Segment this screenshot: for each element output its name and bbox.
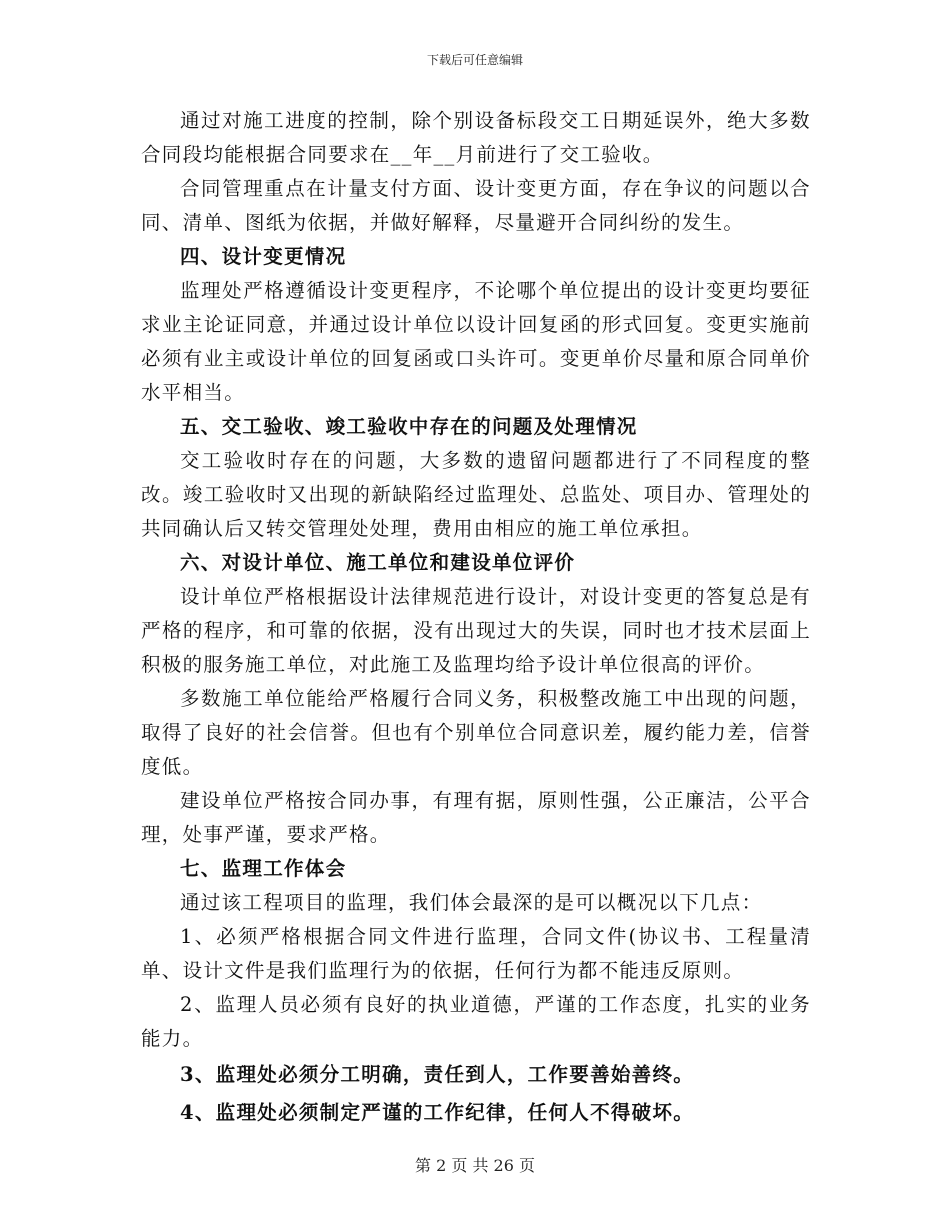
paragraph-experience-intro: 通过该工程项目的监理，我们体会最深的是可以概况以下几点： — [180, 891, 763, 914]
paragraph-point-4: 4、监理处必须制定严谨的工作纪律，任何人不得破坏。 — [180, 1101, 695, 1124]
page-header: 下载后可任意编辑 — [426, 53, 523, 67]
paragraph-acceptance-issues: 交工验收时存在的问题，大多数的遗留问题都进行了不同程度的整改。竣工验收时又出现的新缺陷经过监理处、总监处、项目办、管理处的共同确认后又转交管理处处理，费用由相应的施工单位承担。 — [141, 449, 811, 540]
paragraph-point-1: 1、必须严格根据合同文件进行监理，合同文件(协议书、工程量清单、设计文件是我们监理行为的依据，任何行为都不能违反原则。 — [141, 925, 811, 982]
heading-supervision-experience: 七、监理工作体会 — [180, 857, 347, 880]
heading-unit-evaluation: 六、对设计单位、施工单位和建设单位评价 — [180, 551, 576, 574]
paragraph-design-unit-evaluation: 设计单位严格根据设计法律规范进行设计，对设计变更的答复总是有严格的程序，和可靠的依据，没有出现过大的失误，同时也才技术层面上积极的服务施工单位，对此施工及监理均给予设计单位很高的评价。 — [141, 585, 811, 676]
page-number-footer: 第 2 页 共 26 页 — [415, 1156, 535, 1175]
heading-design-changes: 四、设计变更情况 — [180, 245, 347, 268]
paragraph-point-2: 2、监理人员必须有良好的执业道德，严谨的工作态度，扎实的业务能力。 — [141, 993, 811, 1050]
paragraph-point-3: 3、监理处必须分工明确，责任到人，工作要善始善终。 — [180, 1063, 695, 1086]
document-body — [141, 104, 811, 1132]
paragraph-progress-control: 通过对施工进度的控制，除个别设备标段交工日期延误外，绝大多数合同段均能根据合同要求在__年__月前进行了交工验收。 — [141, 109, 811, 166]
heading-acceptance-issues: 五、交工验收、竣工验收中存在的问题及处理情况 — [180, 415, 638, 438]
paragraph-construction-unit-evaluation: 多数施工单位能给严格履行合同义务，积极整改施工中出现的问题，取得了良好的社会信誉。但也有个别单位合同意识差，履约能力差，信誉度低。 — [141, 687, 811, 778]
paragraph-contract-management: 合同管理重点在计量支付方面、设计变更方面，存在争议的问题以合同、清单、图纸为依据，并做好解释，尽量避开合同纠纷的发生。 — [141, 177, 811, 234]
paragraph-owner-evaluation: 建设单位严格按合同办事，有理有据，原则性强，公正廉洁，公平合理，处事严谨，要求严格。 — [141, 789, 811, 846]
paragraph-design-changes: 监理处严格遵循设计变更程序，不论哪个单位提出的设计变更均要征求业主论证同意，并通过设计单位以设计回复函的形式回复。变更实施前必须有业主或设计单位的回复函或口头许可。变更单价尽量和原合同单价水平相当。 — [141, 279, 811, 404]
